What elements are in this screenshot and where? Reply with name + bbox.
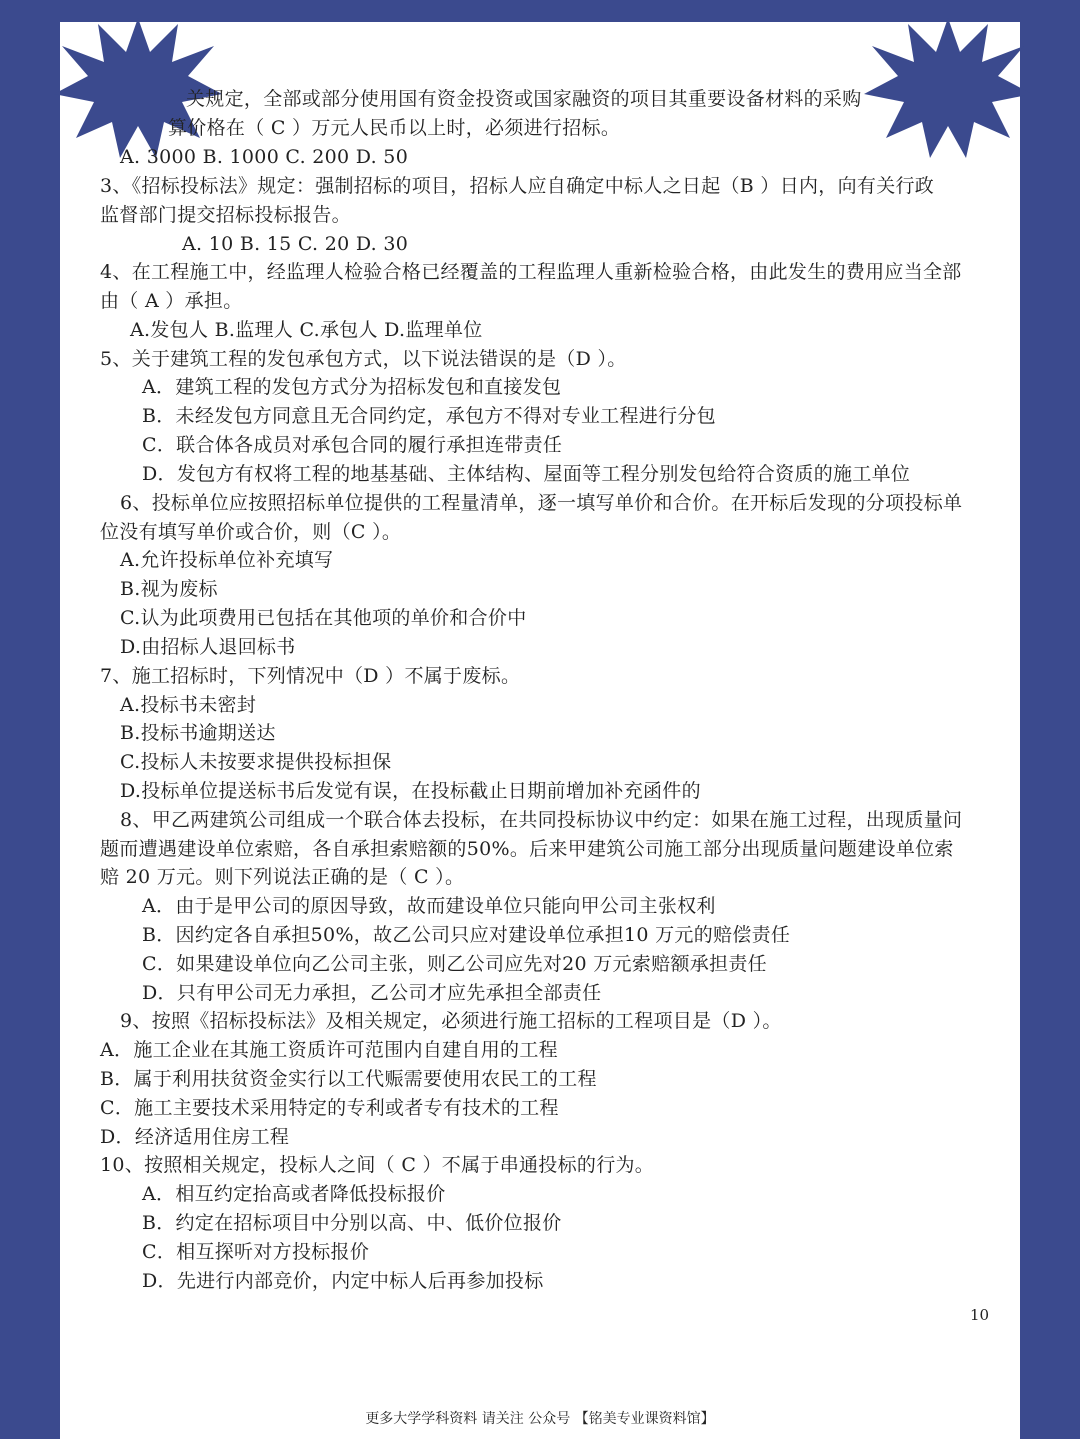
- q2-options: A. 3000 B. 1000 C. 200 D. 50: [120, 146, 409, 168]
- q6-stem-line1: 6、投标单位应按照招标单位提供的工程量清单，逐一填写单价和合价。在开标后发现的分项投标单: [120, 492, 963, 514]
- q8-option-c: C．如果建设单位向乙公司主张，则乙公司应先对20 万元索赔额承担责任: [142, 953, 767, 975]
- q2-stem-line2: 算价格在（ C ）万元人民币以上时，必须进行招标。: [168, 117, 621, 139]
- q2-stem-line1: 关规定，全部或部分使用国有资金投资或国家融资的项目其重要设备材料的采购: [186, 88, 862, 110]
- q10-option-c: C．相互探听对方投标报价: [142, 1241, 370, 1263]
- q5-stem: 5、关于建筑工程的发包承包方式，以下说法错误的是（D ）。: [100, 348, 627, 370]
- q7-option-b: B.投标书逾期送达: [120, 722, 276, 744]
- q8-option-a: A．由于是甲公司的原因导致，故而建设单位只能向甲公司主张权利: [142, 895, 716, 917]
- q7-option-c: C.投标人未按要求提供投标担保: [120, 751, 392, 773]
- footer-note: 更多大学学科资料 请关注 公众号 【铭美专业课资料馆】: [365, 1411, 715, 1427]
- q4-stem-line2: 由（ A ）承担。: [100, 290, 243, 312]
- q3-options: A. 10 B. 15 C. 20 D. 30: [182, 233, 409, 255]
- q5-option-a: A．建筑工程的发包方式分为招标发包和直接发包: [142, 376, 562, 398]
- q9-option-c: C．施工主要技术采用特定的专利或者专有技术的工程: [100, 1097, 559, 1119]
- q10-option-b: B．约定在招标项目中分别以高、中、低价位报价: [142, 1212, 562, 1234]
- q9-option-d: D．经济适用住房工程: [100, 1126, 290, 1148]
- q8-option-b: B．因约定各自承担50%，故乙公司只应对建设单位承担10 万元的赔偿责任: [142, 924, 791, 946]
- q6-option-d: D.由招标人退回标书: [120, 636, 296, 658]
- q10-option-d: D．先进行内部竞价，内定中标人后再参加投标: [142, 1270, 544, 1292]
- q9-option-b: B．属于利用扶贫资金实行以工代赈需要使用农民工的工程: [100, 1068, 597, 1090]
- q6-option-a: A.允许投标单位补充填写: [120, 549, 334, 571]
- q4-options: A.发包人 B.监理人 C.承包人 D.监理单位: [130, 319, 483, 341]
- page-number: 10: [970, 1306, 990, 1324]
- q9-option-a: A．施工企业在其施工资质许可范围内自建自用的工程: [100, 1039, 558, 1061]
- q4-stem-line1: 4、在工程施工中，经监理人检验合格已经覆盖的工程监理人重新检验合格，由此发生的费用应当全部: [100, 261, 962, 283]
- q6-option-c: C.认为此项费用已包括在其他项的单价和合价中: [120, 607, 527, 629]
- q6-stem-line2: 位没有填写单价或合价，则（C ）。: [100, 521, 402, 543]
- q7-stem: 7、施工招标时，下列情况中（D ）不属于废标。: [100, 665, 521, 687]
- q10-stem: 10、按照相关规定，投标人之间（ C ）不属于串通投标的行为。: [100, 1154, 655, 1176]
- q8-option-d: D．只有甲公司无力承担，乙公司才应先承担全部责任: [142, 982, 602, 1004]
- q9-stem: 9、按照《招标投标法》及相关规定，必须进行施工招标的工程项目是（D ）。: [120, 1010, 782, 1032]
- q6-option-b: B.视为废标: [120, 578, 218, 600]
- q8-stem-line1: 8、甲乙两建筑公司组成一个联合体去投标，在共同投标协议中约定：如果在施工过程，出现质量问: [120, 809, 963, 831]
- q5-option-b: B．未经发包方同意且无合同约定，承包方不得对专业工程进行分包: [142, 405, 716, 427]
- right-star-decoration: [858, 10, 1038, 160]
- q3-stem-line1: 3、《招标投标法》规定：强制招标的项目，招标人应自确定中标人之日起（B ）日内，向有关行政: [100, 175, 935, 197]
- q7-option-a: A.投标书未密封: [120, 694, 257, 716]
- q7-option-d: D.投标单位提送标书后发觉有误，在投标截止日期前增加补充函件的: [120, 780, 701, 802]
- q10-option-a: A．相互约定抬高或者降低投标报价: [142, 1183, 446, 1205]
- q8-stem-line2: 题而遭遇建设单位索赔，各自承担索赔额的50%。后来甲建筑公司施工部分出现质量问题建设单位索: [100, 838, 954, 860]
- q5-option-c: C．联合体各成员对承包合同的履行承担连带责任: [142, 434, 563, 456]
- q5-option-d: D．发包方有权将工程的地基基础、主体结构、屋面等工程分别发包给符合资质的施工单位: [142, 463, 911, 485]
- right-star-shape: [864, 18, 1032, 158]
- q8-stem-line3: 赔 20 万元。则下列说法正确的是（ C ）。: [100, 866, 465, 888]
- q3-stem-line2: 监督部门提交招标投标报告。: [100, 204, 351, 226]
